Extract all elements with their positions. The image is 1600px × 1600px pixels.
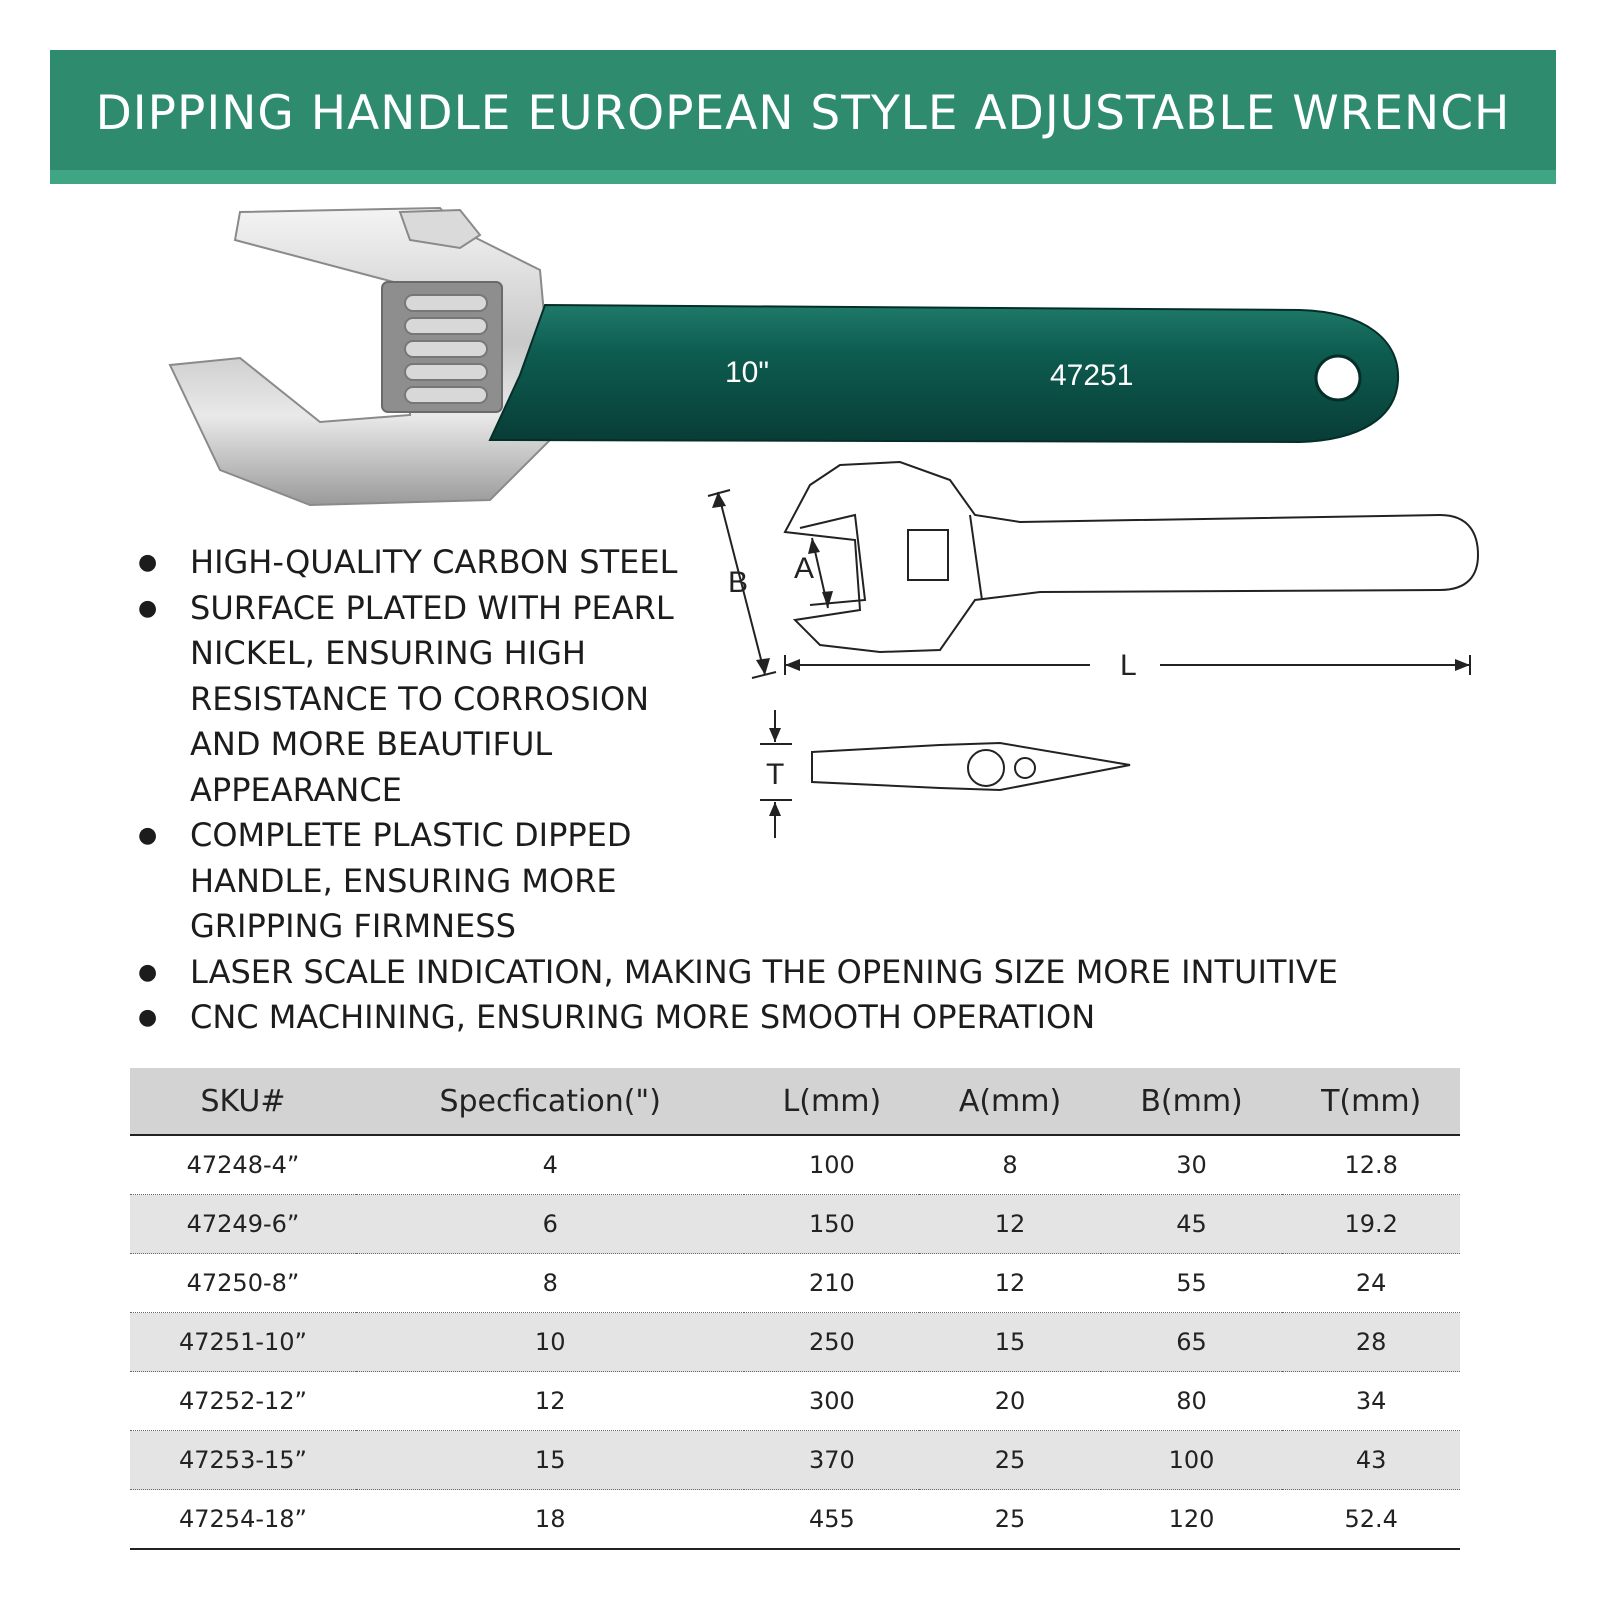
table-cell: 28 xyxy=(1282,1313,1460,1372)
table-cell: 47249-6” xyxy=(130,1195,356,1254)
handle-model-marking: 47251 xyxy=(1050,359,1134,392)
table-cell: 15 xyxy=(356,1431,745,1490)
table-cell: 4 xyxy=(356,1135,745,1195)
table-cell: 47254-18” xyxy=(130,1490,356,1550)
column-header: Specfication(") xyxy=(356,1068,745,1135)
table-cell: 18 xyxy=(356,1490,745,1550)
table-cell: 150 xyxy=(744,1195,919,1254)
table-row xyxy=(130,1313,1460,1372)
table-cell: 47252-12” xyxy=(130,1372,356,1431)
table-cell: 19.2 xyxy=(1282,1195,1460,1254)
feature-item xyxy=(138,813,700,950)
table-cell: 20 xyxy=(919,1372,1100,1431)
column-header: SKU# xyxy=(130,1068,356,1135)
table-row xyxy=(130,1135,1460,1195)
table-cell: 250 xyxy=(744,1313,919,1372)
wrench-handle xyxy=(490,305,1398,442)
table-cell: 65 xyxy=(1101,1313,1283,1372)
table-cell: 8 xyxy=(919,1135,1100,1195)
column-header: A(mm) xyxy=(919,1068,1100,1135)
table-cell: 8 xyxy=(356,1254,745,1313)
bullet-icon: ● xyxy=(138,823,158,848)
table-cell: 80 xyxy=(1101,1372,1283,1431)
table-cell: 6 xyxy=(356,1195,745,1254)
feature-text: HIGH-QUALITY CARBON STEEL xyxy=(190,543,678,581)
table-cell: 10 xyxy=(356,1313,745,1372)
title-banner xyxy=(50,50,1556,184)
bullet-icon: ● xyxy=(138,1005,158,1030)
dim-label-l: L xyxy=(1120,649,1137,682)
table-cell: 45 xyxy=(1101,1195,1283,1254)
table-row xyxy=(130,1490,1460,1550)
table-cell: 210 xyxy=(744,1254,919,1313)
table-cell: 25 xyxy=(919,1490,1100,1550)
column-header: B(mm) xyxy=(1101,1068,1283,1135)
handle-size-marking: 10" xyxy=(725,356,770,389)
table-cell: 47251-10” xyxy=(130,1313,356,1372)
table-cell: 34 xyxy=(1282,1372,1460,1431)
feature-list xyxy=(138,540,1438,1041)
table-cell: 455 xyxy=(744,1490,919,1550)
table-cell: 47250-8” xyxy=(130,1254,356,1313)
table-cell: 55 xyxy=(1101,1254,1283,1313)
table-row xyxy=(130,1431,1460,1490)
table-cell: 12.8 xyxy=(1282,1135,1460,1195)
table-header-row xyxy=(130,1068,1460,1135)
table-cell: 12 xyxy=(356,1372,745,1431)
table-row xyxy=(130,1372,1460,1431)
worm-gear xyxy=(405,295,487,403)
table-cell: 370 xyxy=(744,1431,919,1490)
dim-label-b: B xyxy=(728,566,749,599)
table-cell: 47248-4” xyxy=(130,1135,356,1195)
feature-item xyxy=(138,995,1438,1041)
table-row xyxy=(130,1254,1460,1313)
table-cell: 12 xyxy=(919,1254,1100,1313)
table-cell: 52.4 xyxy=(1282,1490,1460,1550)
table-row xyxy=(130,1195,1460,1254)
page-title: DIPPING HANDLE EUROPEAN STYLE ADJUSTABLE WRENCH xyxy=(95,86,1511,141)
feature-text: LASER SCALE INDICATION, MAKING THE OPENING SIZE MORE INTUITIVE xyxy=(190,952,1338,991)
spec-table xyxy=(130,1068,1460,1550)
column-header: L(mm) xyxy=(744,1068,919,1135)
table-cell: 300 xyxy=(744,1372,919,1431)
table-cell: 24 xyxy=(1282,1254,1460,1313)
feature-item xyxy=(138,950,1438,996)
bullet-icon: ● xyxy=(138,959,158,985)
table-cell: 15 xyxy=(919,1313,1100,1372)
table-cell: 47253-15” xyxy=(130,1431,356,1490)
feature-item xyxy=(138,586,700,814)
table-cell: 120 xyxy=(1101,1490,1283,1550)
table-cell: 12 xyxy=(919,1195,1100,1254)
dim-label-a: A xyxy=(794,552,815,585)
banner-stripe xyxy=(50,170,1556,184)
table-cell: 25 xyxy=(919,1431,1100,1490)
table-cell: 100 xyxy=(744,1135,919,1195)
table-cell: 30 xyxy=(1101,1135,1283,1195)
table-cell: 43 xyxy=(1282,1431,1460,1490)
table-cell: 100 xyxy=(1101,1431,1283,1490)
feature-text: SURFACE PLATED WITH PEARL NICKEL, ENSURING HIGH RESISTANCE TO CORROSION AND MORE BEAUTIFUL APPEARANCE xyxy=(190,588,674,809)
dim-label-t: T xyxy=(766,758,785,791)
feature-text: COMPLETE PLASTIC DIPPED HANDLE, ENSURING MORE GRIPPING FIRMNESS xyxy=(190,816,632,945)
column-header: T(mm) xyxy=(1282,1068,1460,1135)
bullet-icon: ● xyxy=(138,595,158,621)
bullet-icon: ● xyxy=(138,550,158,575)
feature-text: CNC MACHINING, ENSURING MORE SMOOTH OPERATION xyxy=(190,998,1096,1036)
hanging-hole xyxy=(1316,356,1360,400)
feature-item xyxy=(138,540,700,586)
